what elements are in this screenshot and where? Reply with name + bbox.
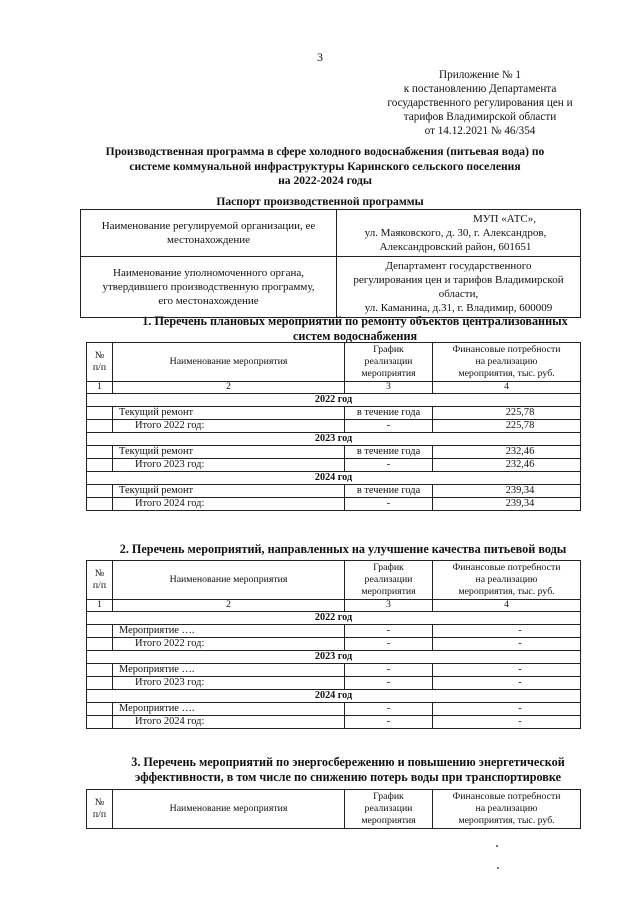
total-label: Итого 2022 год: (113, 420, 345, 433)
item-amount: - (433, 625, 581, 638)
total-amount: - (433, 638, 581, 651)
row-number (87, 459, 113, 472)
appendix-line: от 14.12.2021 № 46/354 (424, 125, 536, 137)
section2-heading (88, 542, 598, 557)
table-row (87, 703, 581, 716)
column-index: 3 (345, 382, 433, 394)
total-label: Итого 2024 год: (113, 498, 345, 511)
label-line: его местонахождение (158, 295, 259, 307)
scan-speck (496, 845, 498, 847)
col-name-header: Наименование мероприятия (113, 343, 345, 382)
col-schedule-header: График реализации мероприятия (345, 561, 433, 600)
row-number (87, 498, 113, 511)
passport-row (81, 257, 581, 318)
passport-table (80, 209, 581, 318)
item-schedule: в течение года (345, 407, 433, 420)
total-row (87, 498, 581, 511)
appendix-line: Приложение № 1 (439, 69, 521, 81)
table-row (87, 485, 581, 498)
item-amount: - (433, 664, 581, 677)
item-schedule: в течение года (345, 446, 433, 459)
item-name: Мероприятие …. (113, 625, 345, 638)
total-amount: 239,34 (433, 498, 581, 511)
table-row (87, 625, 581, 638)
column-index: 2 (113, 382, 345, 394)
total-label: Итого 2023 год: (113, 459, 345, 472)
appendix-block (352, 68, 608, 138)
item-name: Текущий ремонт (113, 485, 345, 498)
column-index: 1 (87, 382, 113, 394)
col-finance-header: Финансовые потребности на реализацию мероприятия, тыс. руб. (433, 790, 581, 829)
item-schedule: - (345, 703, 433, 716)
title-line: Производственная программа в сфере холодного водоснабжения (питьевая вода) по (105, 145, 545, 158)
section-number: 2. (119, 542, 129, 556)
label-line: Наименование регулируемой организации, ее (101, 220, 316, 232)
section3-heading (108, 755, 588, 784)
item-name: Мероприятие …. (113, 664, 345, 677)
title-line: системе коммунальной инфраструктуры Каринского сельского поселения (129, 159, 521, 173)
label-line: местонахождение (167, 234, 250, 246)
value-line: регулирования цен и тарифов Владимирской (353, 274, 564, 286)
appendix-line: тарифов Владимирской области (403, 111, 557, 123)
col-number-header: № п/п (87, 343, 113, 382)
value-line: ул. Каманина, д.31, г. Владимир, 600009 (364, 302, 553, 314)
col-schedule-header: График реализации мероприятия (345, 790, 433, 829)
table-header-row (87, 561, 581, 600)
section-number: 1. (142, 314, 152, 328)
row-number (87, 625, 113, 638)
column-index: 4 (433, 600, 581, 612)
total-label: Итого 2024 год: (113, 716, 345, 729)
document-title (70, 145, 580, 189)
section1-title-line (105, 314, 605, 329)
section-title: эффективности, в том числе по снижению потерь воды при транспортировке (135, 769, 561, 784)
year-label: 2023 год (87, 651, 581, 664)
row-number (87, 638, 113, 651)
label-line: Наименование уполномоченного органа, (113, 267, 304, 279)
section1-table (86, 342, 581, 511)
section1-heading (105, 314, 605, 343)
item-name: Мероприятие …. (113, 703, 345, 716)
column-index: 1 (87, 600, 113, 612)
total-row (87, 638, 581, 651)
row-number (87, 703, 113, 716)
row-number (87, 664, 113, 677)
column-index: 2 (113, 600, 345, 612)
table-header-row (87, 790, 581, 829)
total-label: Итого 2023 год: (113, 677, 345, 690)
row-number (87, 677, 113, 690)
total-row (87, 459, 581, 472)
value-line: ул. Маяковского, д. 30, г. Александров, (364, 227, 547, 239)
total-row (87, 677, 581, 690)
appendix-line: государственного регулирования цен и (387, 97, 573, 109)
col-name-header: Наименование мероприятия (113, 561, 345, 600)
year-row (87, 612, 581, 625)
item-name: Текущий ремонт (113, 407, 345, 420)
total-schedule: - (345, 638, 433, 651)
col-schedule-header: График реализации мероприятия (345, 343, 433, 382)
total-amount: 225,78 (433, 420, 581, 433)
title-line: на 2022-2024 годы (278, 174, 372, 187)
total-schedule: - (345, 498, 433, 511)
table-header-row (87, 343, 581, 382)
col-finance-header: Финансовые потребности на реализацию мероприятия, тыс. руб. (433, 343, 581, 382)
passport-heading: Паспорт производственной программы (216, 195, 424, 208)
total-amount: - (433, 716, 581, 729)
total-amount: - (433, 677, 581, 690)
item-name: Текущий ремонт (113, 446, 345, 459)
table-row (87, 664, 581, 677)
year-row (87, 394, 581, 407)
item-schedule: - (345, 625, 433, 638)
value-line: области, (438, 288, 479, 300)
row-number (87, 407, 113, 420)
column-number-row (87, 382, 581, 394)
total-schedule: - (345, 716, 433, 729)
total-schedule: - (345, 420, 433, 433)
page-number: 3 (317, 50, 323, 64)
total-amount: 232,46 (433, 459, 581, 472)
year-row (87, 690, 581, 703)
year-label: 2023 год (87, 433, 581, 446)
row-number (87, 716, 113, 729)
table-row (87, 407, 581, 420)
item-amount: 225,78 (433, 407, 581, 420)
passport-value (337, 210, 581, 257)
item-amount: 232,46 (433, 446, 581, 459)
passport-value (337, 257, 581, 318)
column-index: 4 (433, 382, 581, 394)
section-title: систем водоснабжения (292, 328, 418, 343)
total-schedule: - (345, 677, 433, 690)
total-row (87, 716, 581, 729)
value-line: Александровский район, 601651 (379, 241, 532, 253)
row-number (87, 485, 113, 498)
section3-title-line (108, 755, 588, 770)
year-row (87, 472, 581, 485)
scan-speck (497, 867, 499, 869)
section2-table (86, 560, 581, 729)
item-amount: 239,34 (433, 485, 581, 498)
total-row (87, 420, 581, 433)
item-schedule: в течение года (345, 485, 433, 498)
year-label: 2022 год (87, 612, 581, 625)
passport-label (81, 257, 337, 318)
column-index: 3 (345, 600, 433, 612)
item-amount: - (433, 703, 581, 716)
item-schedule: - (345, 664, 433, 677)
row-number (87, 446, 113, 459)
table-row (87, 446, 581, 459)
year-row (87, 651, 581, 664)
passport-label (81, 210, 337, 257)
year-label: 2024 год (87, 472, 581, 485)
passport-row (81, 210, 581, 257)
section-title: Перечень плановых мероприятий по ремонту объектов централизованных (154, 314, 568, 328)
year-label: 2022 год (87, 394, 581, 407)
column-number-row (87, 600, 581, 612)
section-number: 3. (131, 755, 141, 769)
col-number-header: № п/п (87, 561, 113, 600)
label-line: утвердившего производственную программу, (102, 281, 315, 293)
total-schedule: - (345, 459, 433, 472)
section-title: Перечень мероприятий по энергосбережению и повышению энергетической (143, 755, 565, 769)
section-title: Перечень мероприятий, направленных на улучшение качества питьевой воды (131, 542, 567, 556)
col-number-header: № п/п (87, 790, 113, 829)
value-line: Департамент государственного (385, 260, 532, 272)
col-finance-header: Финансовые потребности на реализацию мероприятия, тыс. руб. (433, 561, 581, 600)
col-name-header: Наименование мероприятия (113, 790, 345, 829)
appendix-line: к постановлению Департамента (403, 83, 557, 95)
year-row (87, 433, 581, 446)
total-label: Итого 2022 год: (113, 638, 345, 651)
row-number (87, 420, 113, 433)
section3-table (86, 789, 581, 829)
year-label: 2024 год (87, 690, 581, 703)
value-line: МУП «АТС», (472, 213, 536, 225)
